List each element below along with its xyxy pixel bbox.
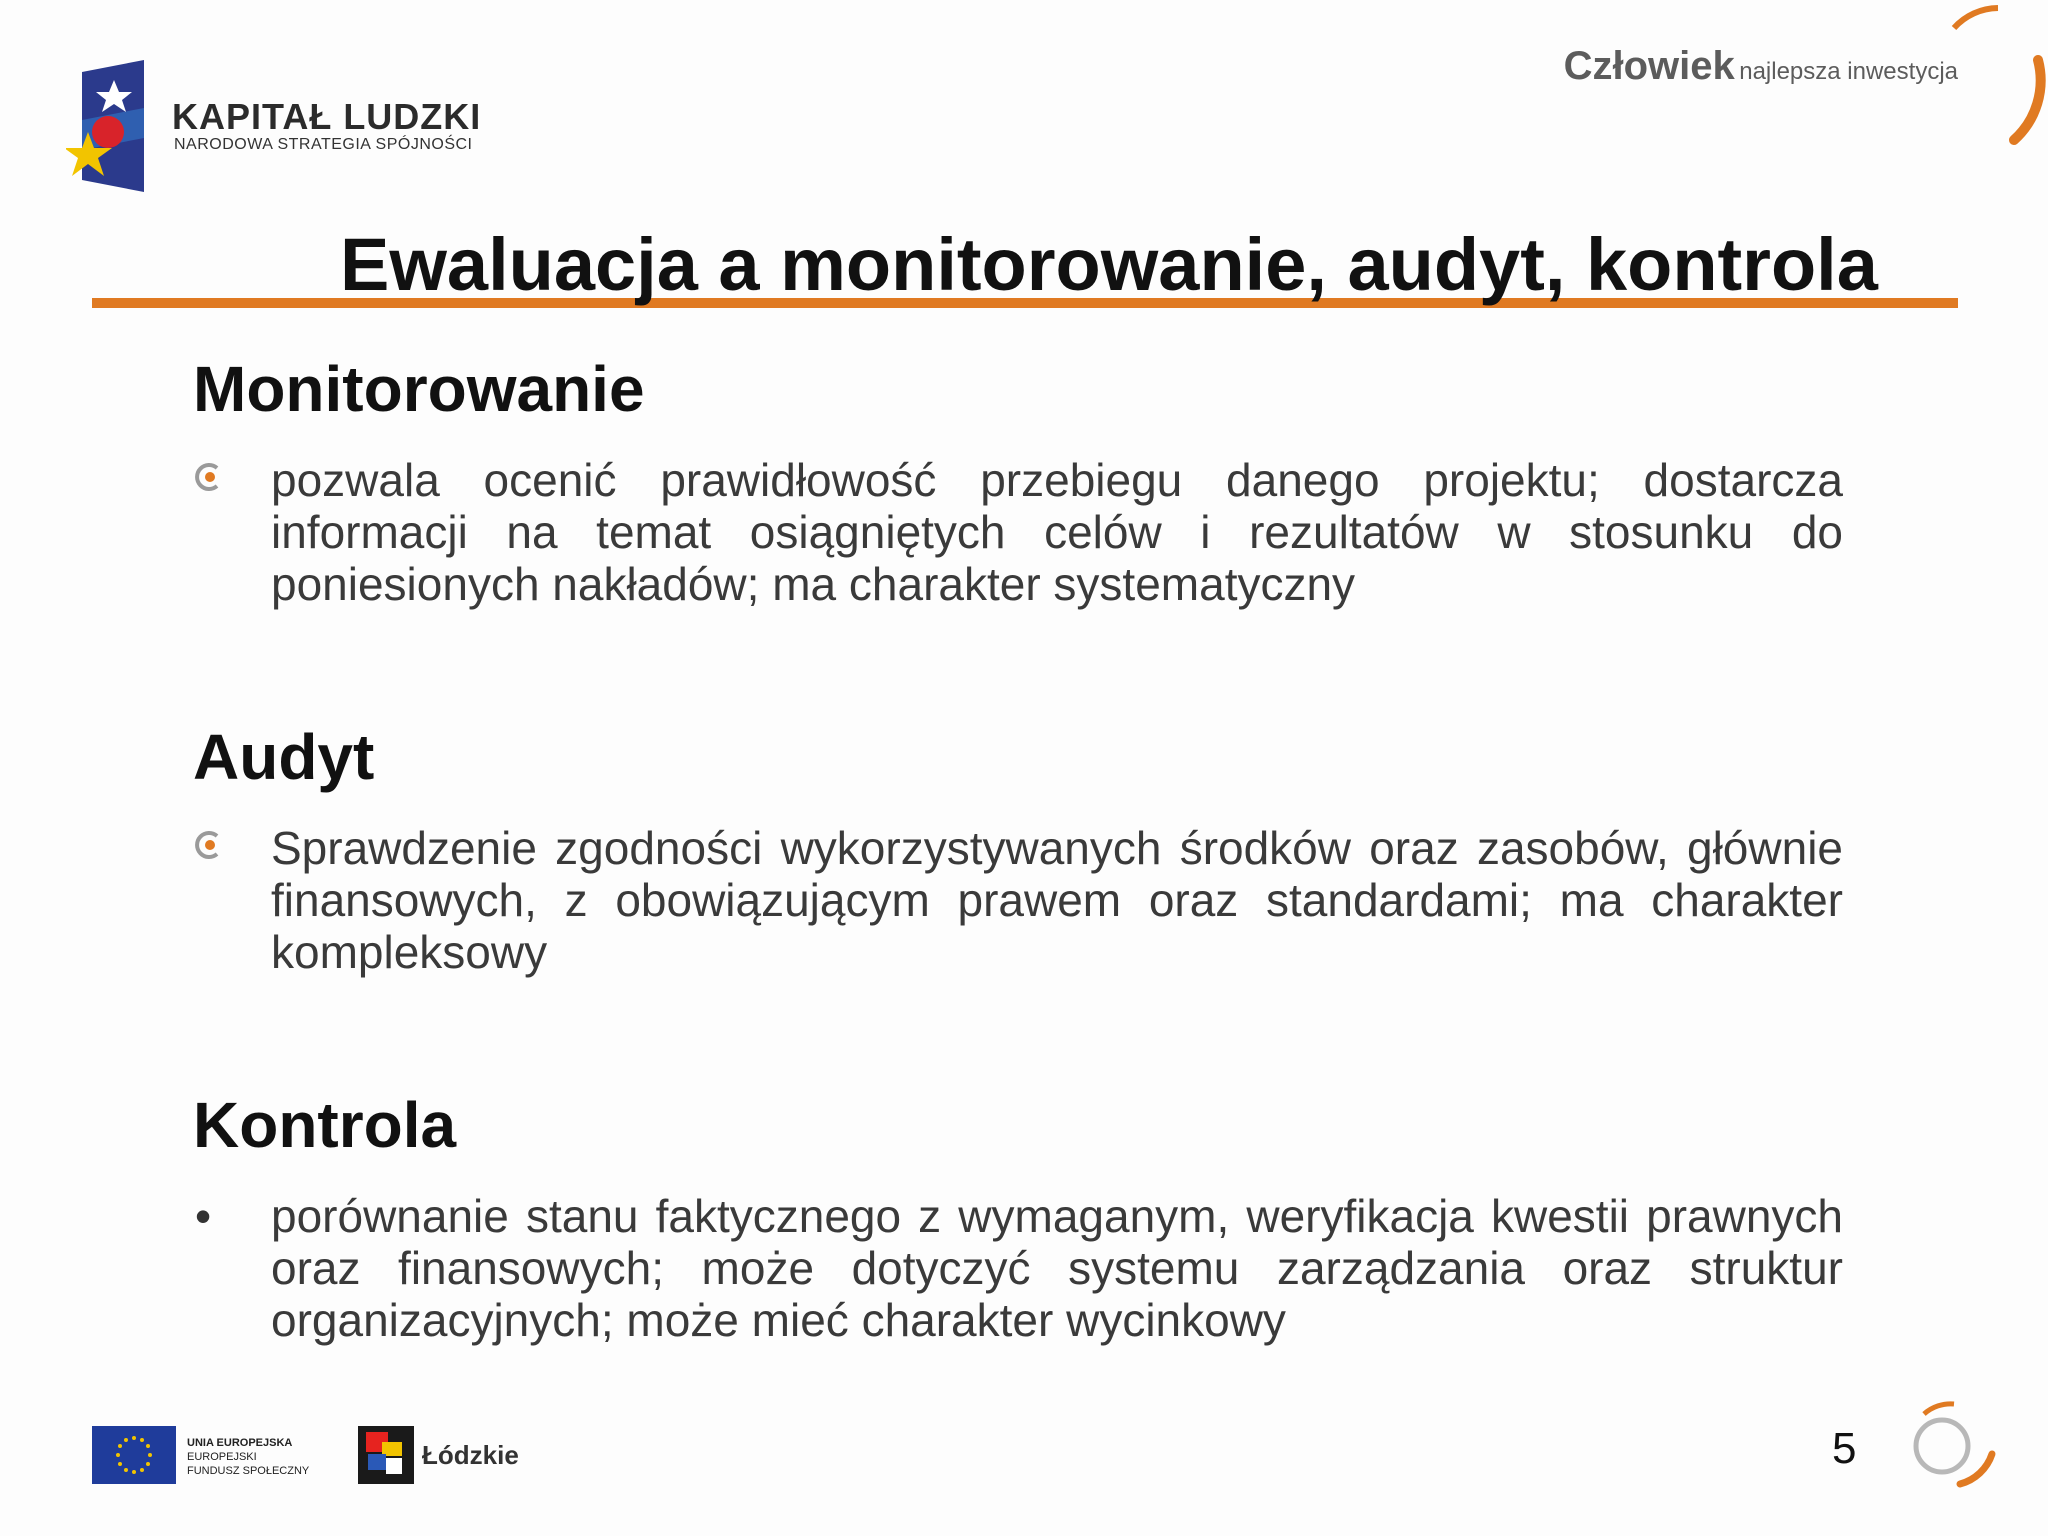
section-heading: Kontrola	[193, 1089, 457, 1161]
page-number: 5	[1832, 1424, 1857, 1473]
item-text: porównanie stanu faktycznego z wymaganym, weryfikacja kwestii prawnych oraz finansowych; może dotyczyć systemu zarządzania oraz struktur organizacyjnych; może mieć charakter wycinkowy	[271, 1190, 1843, 1346]
section-kontrola	[193, 1088, 1843, 1346]
list-item	[193, 454, 1843, 610]
region-label: Łódzkie	[422, 1440, 519, 1470]
kapital-ludzki-flag-icon	[66, 60, 166, 192]
eu-line3: FUNDUSZ SPOŁECZNY	[187, 1465, 310, 1477]
orange-arc-decoration	[1928, 0, 2048, 160]
section-monitorowanie	[193, 352, 1843, 610]
logo-title: KAPITAŁ LUDZKI	[172, 96, 482, 137]
list-item	[193, 1190, 1843, 1346]
orange-c-bullet-icon	[193, 462, 223, 492]
tagline-bold: Człowiek	[1563, 44, 1735, 88]
list-item	[193, 822, 1843, 978]
lodzkie-logo-icon	[358, 1426, 418, 1486]
bullet-dot: •	[195, 1190, 212, 1242]
tagline-rest: najlepsza inwestycja	[1739, 58, 1958, 85]
eu-flag-icon	[92, 1426, 176, 1484]
eu-line1: UNIA EUROPEJSKA	[187, 1437, 293, 1449]
section-heading: Audyt	[193, 721, 375, 793]
tagline	[1564, 44, 1958, 89]
item-text: Sprawdzenie zgodności wykorzystywanych środków oraz zasobów, głównie finansowych, z obowiązującym prawem oraz standardami; ma charakter kompleksowy	[271, 822, 1843, 978]
kapital-ludzki-logo	[66, 60, 482, 200]
item-text: pozwala ocenić prawidłowość przebiegu danego projektu; dostarcza informacji na temat osiągniętych celów i rezultatów w stosunku do poniesionych nakładów; ma charakter systematyczny	[271, 454, 1843, 610]
slide-title: Ewaluacja a monitorowanie, audyt, kontrola	[340, 223, 1878, 306]
section-heading: Monitorowanie	[193, 353, 645, 425]
eu-caption	[187, 1436, 309, 1478]
eu-line2: EUROPEJSKI	[187, 1451, 257, 1463]
section-audyt	[193, 720, 1843, 978]
orange-ring-icon	[1904, 1394, 2004, 1494]
logo-subtitle: NARODOWA STRATEGIA SPÓJNOŚCI	[174, 136, 473, 153]
orange-c-bullet-icon	[193, 830, 223, 860]
